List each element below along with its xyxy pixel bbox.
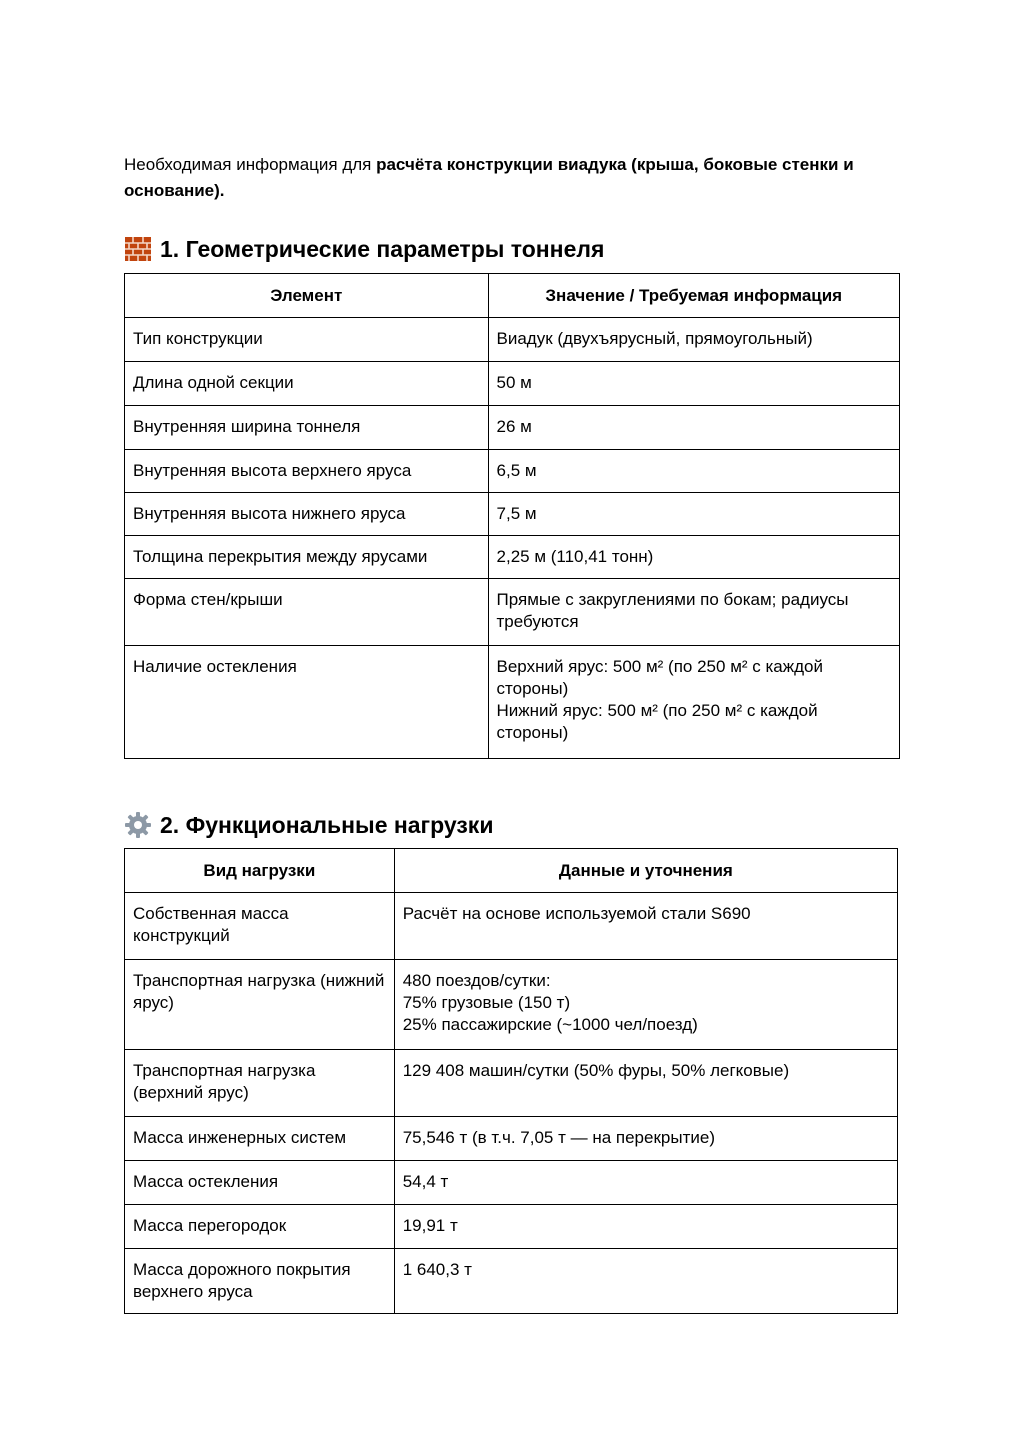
table-row (125, 1205, 898, 1249)
gear-icon (124, 811, 152, 839)
value-line: 7,5 м (496, 504, 537, 523)
row-label-cell: Внутренняя высота нижнего яруса (125, 493, 489, 536)
row-label-cell: Масса дорожного покрытия верхнего яруса (125, 1249, 395, 1314)
value-line: Виадук (двухъярусный, прямоугольный) (496, 329, 813, 348)
value-line: 2,25 м (110,41 тонн) (496, 547, 654, 566)
intro-bold-text: расчёта конструкции виадука (крыша, боковые стенки и основание). (124, 155, 854, 200)
row-label-cell: Длина одной секции (125, 362, 489, 406)
value-line: 480 поездов/сутки: (402, 971, 551, 990)
row-value-cell (394, 1205, 897, 1249)
row-value-cell (488, 646, 899, 759)
table-row (125, 579, 900, 646)
column-header-details: Данные и уточнения (394, 849, 897, 893)
value-line: 50 м (496, 373, 532, 392)
value-line: Расчёт на основе используемой стали S690 (402, 904, 751, 923)
brick-icon (124, 235, 152, 263)
row-label-cell: Собственная масса конструкций (125, 893, 395, 960)
table-row (125, 362, 900, 406)
value-line: 54,4 т (402, 1172, 449, 1191)
section-1-title-text: 1. Геометрические параметры тоннеля (160, 236, 605, 262)
row-label-cell: Тип конструкции (125, 318, 489, 362)
row-label-cell: Наличие остекления (125, 646, 489, 759)
row-label-cell: Форма стен/крыши (125, 579, 489, 646)
row-label-cell: Транспортная нагрузка (верхний ярус) (125, 1050, 395, 1117)
row-label-cell: Внутренняя ширина тоннеля (125, 406, 489, 450)
column-header-load-type: Вид нагрузки (125, 849, 395, 893)
loads-table-body (125, 893, 898, 1314)
loads-table (124, 848, 898, 1314)
row-label-cell: Масса остекления (125, 1161, 395, 1205)
section-2-title-text: 2. Функциональные нагрузки (160, 812, 494, 838)
row-value-cell (394, 1117, 897, 1161)
table-row (125, 960, 898, 1050)
table-row (125, 1050, 898, 1117)
section-1-title (124, 234, 604, 264)
value-line: 26 м (496, 417, 532, 436)
column-header-value: Значение / Требуемая информация (488, 274, 899, 318)
row-value-cell (488, 536, 899, 579)
table-header-row (125, 849, 898, 893)
row-label-cell: Транспортная нагрузка (нижний ярус) (125, 960, 395, 1050)
value-line: 75% грузовые (150 т) (402, 993, 571, 1012)
table-row (125, 1249, 898, 1314)
row-value-cell (394, 960, 897, 1050)
row-value-cell (488, 362, 899, 406)
section-2-title (124, 810, 493, 840)
value-line: Прямые с закруглениями по бокам; радиусы требуются (496, 590, 849, 631)
value-line: Нижний ярус: 500 м² (по 250 м² с каждой стороны) (496, 701, 818, 742)
value-line: 129 408 машин/сутки (50% фуры, 50% легковые) (402, 1061, 790, 1080)
table-row (125, 893, 898, 960)
row-value-cell (394, 1249, 897, 1314)
value-line: 1 640,3 т (402, 1260, 472, 1279)
row-value-cell (488, 493, 899, 536)
row-value-cell (488, 406, 899, 450)
table-row (125, 1117, 898, 1161)
row-label-cell: Внутренняя высота верхнего яруса (125, 450, 489, 493)
geometry-table (124, 273, 900, 759)
geometry-table-body (125, 318, 900, 759)
value-line: Верхний ярус: 500 м² (по 250 м² с каждой стороны) (496, 657, 823, 698)
value-line: 75,546 т (в т.ч. 7,05 т — на перекрытие) (402, 1128, 715, 1147)
row-value-cell (394, 893, 897, 960)
table-row (125, 646, 900, 759)
row-value-cell (488, 579, 899, 646)
table-row (125, 406, 900, 450)
row-value-cell (394, 1161, 897, 1205)
column-header-element: Элемент (125, 274, 489, 318)
row-value-cell (488, 318, 899, 362)
table-row (125, 318, 900, 362)
value-line: 19,91 т (402, 1216, 458, 1235)
table-row (125, 1161, 898, 1205)
row-label-cell: Толщина перекрытия между ярусами (125, 536, 489, 579)
table-header-row (125, 274, 900, 318)
table-row (125, 493, 900, 536)
row-value-cell (488, 450, 899, 493)
table-row (125, 536, 900, 579)
intro-plain-text: Необходимая информация для (124, 155, 377, 174)
intro-paragraph (124, 152, 900, 204)
table-row (125, 450, 900, 493)
row-value-cell (394, 1050, 897, 1117)
value-line: 25% пассажирские (~1000 чел/поезд) (402, 1015, 698, 1034)
row-label-cell: Масса перегородок (125, 1205, 395, 1249)
row-label-cell: Масса инженерных систем (125, 1117, 395, 1161)
value-line: 6,5 м (496, 461, 537, 480)
